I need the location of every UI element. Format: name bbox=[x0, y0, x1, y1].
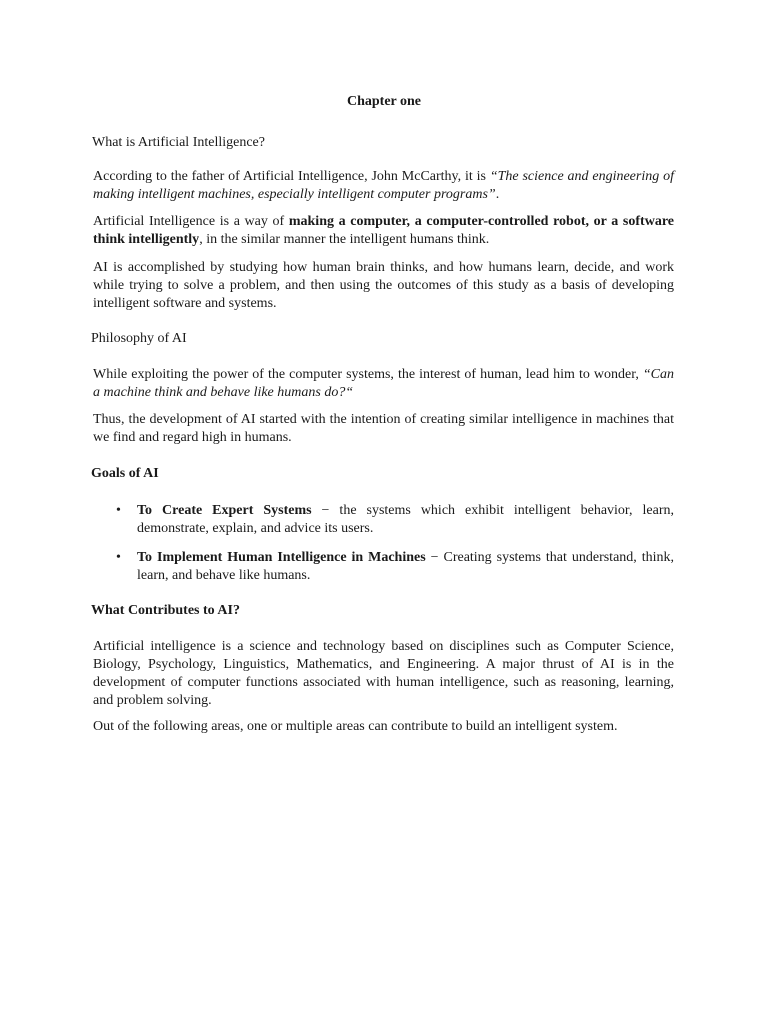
paragraph-philosophy-wonder bbox=[93, 366, 674, 402]
goal-description: − the systems which exhibit intelligent behavior, learn, demonstrate, explain, and advice its users. bbox=[137, 503, 674, 536]
paragraph-text: Artificial Intelligence is a way of bbox=[93, 214, 289, 229]
goal-description: − Creating systems that understand, think, learn, and behave like humans. bbox=[137, 550, 675, 583]
chapter-title: Chapter one bbox=[346, 94, 422, 109]
goal-list-item bbox=[137, 502, 674, 538]
philosophy-quote: “Can a machine think and behave like humans do?“ bbox=[93, 367, 674, 400]
paragraph-bold-phrase: making a computer, a computer-controlled robot, or a software think intelligently bbox=[93, 214, 674, 247]
paragraph-ai-accomplished: AI is accomplished by studying how human brain thinks, and how humans learn, decide, and work while trying to solve a problem, and then using the outcomes of this study as a basis of developing intelligent software and systems. bbox=[93, 260, 674, 311]
paragraph-mccarthy-definition bbox=[93, 168, 674, 204]
section-heading-philosophy: Philosophy of AI bbox=[91, 331, 187, 346]
paragraph-ai-way bbox=[93, 213, 674, 249]
section-heading-goals: Goals of AI bbox=[91, 466, 159, 481]
bullet-icon: • bbox=[116, 503, 121, 518]
goal-title: To Create Expert Systems bbox=[137, 503, 312, 518]
paragraph-text-end: . bbox=[495, 187, 500, 202]
mccarthy-quote: “The science and engineering of making intelligent machines, especially intelligent computer programs” bbox=[93, 169, 674, 202]
paragraph-contributes-areas: Out of the following areas, one or multiple areas can contribute to build an intelligent system. bbox=[93, 719, 618, 734]
paragraph-text: While exploiting the power of the computer systems, the interest of human, lead him to wonder, bbox=[93, 367, 643, 382]
goal-list-item bbox=[137, 549, 674, 585]
paragraph-philosophy-development: Thus, the development of AI started with the intention of creating similar intelligence in machines that we find and regard high in humans. bbox=[93, 412, 674, 445]
paragraph-contributes-disciplines: Artificial intelligence is a science and technology based on disciplines such as Computer Science, Biology, Psychology, Linguistics, Mathematics, and Engineering. A major thrust of AI is in the development of computer functions associated with human intelligence, such as reasoning, learning, and problem solving. bbox=[93, 639, 674, 708]
section-heading-contributes: What Contributes to AI? bbox=[91, 603, 240, 618]
section-heading-what-is-ai: What is Artificial Intelligence? bbox=[92, 135, 265, 150]
goal-title: To Implement Human Intelligence in Machines bbox=[137, 550, 426, 565]
bullet-icon: • bbox=[116, 550, 121, 565]
paragraph-text-end: , in the similar manner the intelligent humans think. bbox=[199, 232, 490, 247]
paragraph-text: According to the father of Artificial Intelligence, John McCarthy, it is bbox=[93, 169, 490, 184]
